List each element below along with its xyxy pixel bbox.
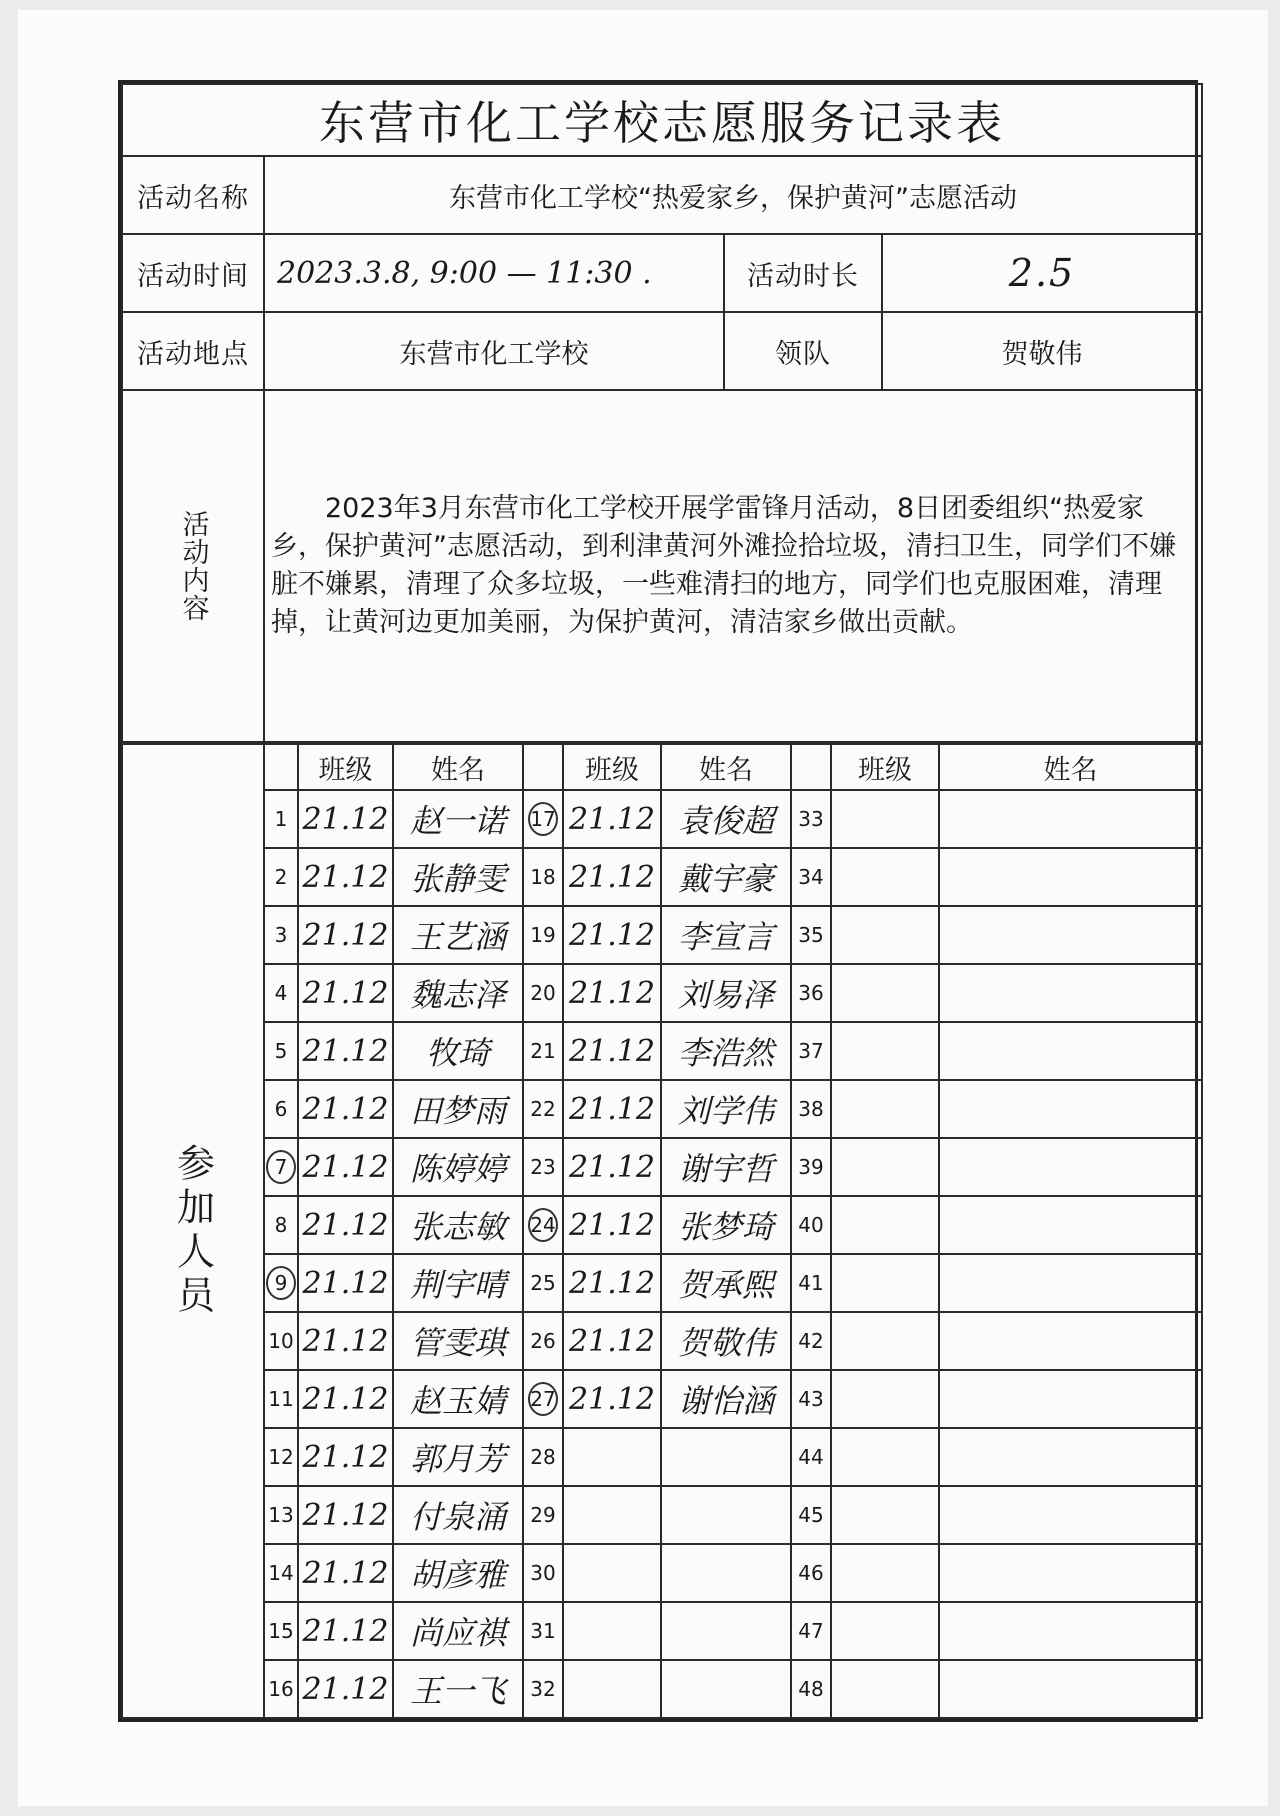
participant-class [563, 1428, 661, 1486]
participant-name: 郭月芳 [393, 1428, 523, 1486]
participant-class: 21.12 [563, 1080, 661, 1138]
header-class-3: 班级 [831, 744, 939, 790]
header-name-3: 姓名 [939, 744, 1202, 790]
participant-class: 21.12 [563, 964, 661, 1022]
participant-name [939, 1196, 1202, 1254]
participant-name: 谢宇哲 [661, 1138, 791, 1196]
row-number-text: 42 [798, 1329, 824, 1353]
activity-name-value: 东营市化工学校“热爱家乡，保护黄河”志愿活动 [264, 156, 1202, 234]
participant-class: 21.12 [563, 1254, 661, 1312]
participant-name [939, 906, 1202, 964]
activity-duration-value: 2.5 [882, 234, 1202, 312]
activity-location-value: 东营市化工学校 [264, 312, 724, 390]
row-number [791, 1022, 831, 1080]
participants-label: 参加人员 [170, 1143, 215, 1319]
row-number [791, 1602, 831, 1660]
activity-time-value: 2023.3.8, 9:00 — 11:30 . [264, 234, 724, 312]
row-number [791, 1428, 831, 1486]
row-number [523, 906, 563, 964]
participant-name [939, 1602, 1202, 1660]
row-number-text: 28 [530, 1445, 556, 1469]
row-number-text: 19 [530, 923, 556, 947]
row-number-text: 3 [274, 923, 288, 947]
participant-class [831, 1312, 939, 1370]
row-number [791, 964, 831, 1022]
table-row [122, 1022, 1202, 1080]
participant-class: 21.12 [563, 1138, 661, 1196]
row-number [523, 1022, 563, 1080]
circled-row-number: 24 [528, 1208, 558, 1242]
row-number-text: 32 [530, 1677, 556, 1701]
row-number [523, 1196, 563, 1254]
row-number-text: 10 [268, 1329, 294, 1353]
participant-name: 魏志泽 [393, 964, 523, 1022]
row-number [264, 1370, 298, 1428]
participant-name: 王一飞 [393, 1660, 523, 1718]
row-number [523, 1312, 563, 1370]
row-number-text: 11 [268, 1387, 294, 1411]
row-number [523, 1428, 563, 1486]
header-no-2 [523, 744, 563, 790]
header-name-1: 姓名 [393, 744, 523, 790]
row-number-text: 20 [530, 981, 556, 1005]
row-number-text: 36 [798, 981, 824, 1005]
participant-class [831, 1602, 939, 1660]
row-number [523, 1080, 563, 1138]
table-row [122, 1138, 1202, 1196]
row-number [264, 790, 298, 848]
participants-label-cell [122, 744, 264, 1718]
participant-class: 21.12 [298, 1486, 393, 1544]
participant-name: 贺敬伟 [661, 1312, 791, 1370]
participant-class [831, 1254, 939, 1312]
participant-class: 21.12 [298, 1370, 393, 1428]
participant-name: 陈婷婷 [393, 1138, 523, 1196]
participant-name: 尚应祺 [393, 1602, 523, 1660]
row-number-text: 16 [268, 1677, 294, 1701]
row-number-text: 37 [798, 1039, 824, 1063]
participant-class: 21.12 [298, 790, 393, 848]
participant-name: 张志敏 [393, 1196, 523, 1254]
row-number-text: 2 [274, 865, 288, 889]
row-number-text: 25 [530, 1271, 556, 1295]
participant-name: 刘易泽 [661, 964, 791, 1022]
row-number-text: 44 [798, 1445, 824, 1469]
circled-row-number: 7 [266, 1150, 296, 1184]
participant-class: 21.12 [298, 1080, 393, 1138]
row-number [523, 1660, 563, 1718]
participant-name [661, 1544, 791, 1602]
participant-class: 21.12 [298, 1428, 393, 1486]
row-number [264, 1196, 298, 1254]
row-number-text: 22 [530, 1097, 556, 1121]
row-number [523, 1486, 563, 1544]
header-name-2: 姓名 [661, 744, 791, 790]
participant-name [939, 1138, 1202, 1196]
row-number [791, 1138, 831, 1196]
row-number [523, 1138, 563, 1196]
row-number [791, 1196, 831, 1254]
participant-name: 刘学伟 [661, 1080, 791, 1138]
row-number [791, 1660, 831, 1718]
row-number [523, 964, 563, 1022]
circled-row-number: 27 [528, 1382, 558, 1416]
row-number [264, 1486, 298, 1544]
activity-name-label: 活动名称 [122, 156, 264, 234]
row-number-text: 30 [530, 1561, 556, 1585]
row-number-text: 35 [798, 923, 824, 947]
participant-name: 李宣言 [661, 906, 791, 964]
row-number [791, 906, 831, 964]
participant-class: 21.12 [298, 1022, 393, 1080]
participant-class [831, 1196, 939, 1254]
participant-name: 管雯琪 [393, 1312, 523, 1370]
row-number [523, 1254, 563, 1312]
participant-name: 赵玉婧 [393, 1370, 523, 1428]
participant-name: 牧琦 [393, 1022, 523, 1080]
row-number-text: 40 [798, 1213, 824, 1237]
participant-name [939, 964, 1202, 1022]
row-number-text: 1 [274, 807, 288, 831]
activity-duration-label: 活动时长 [724, 234, 882, 312]
row-number [264, 1602, 298, 1660]
row-number-text: 13 [268, 1503, 294, 1527]
participant-name [661, 1660, 791, 1718]
participant-class: 21.12 [298, 1312, 393, 1370]
circled-row-number: 9 [266, 1266, 296, 1300]
row-number [523, 790, 563, 848]
participant-name: 戴宇豪 [661, 848, 791, 906]
participant-class [831, 964, 939, 1022]
participant-class: 21.12 [563, 1022, 661, 1080]
row-number [791, 790, 831, 848]
row-number-text: 43 [798, 1387, 824, 1411]
participant-name [939, 1428, 1202, 1486]
participant-class: 21.12 [298, 1544, 393, 1602]
row-number [264, 1080, 298, 1138]
table-row [122, 1660, 1202, 1718]
participant-class: 21.12 [563, 1312, 661, 1370]
participant-class [831, 848, 939, 906]
row-number-text: 6 [274, 1097, 288, 1121]
table-row [122, 1544, 1202, 1602]
participant-name: 胡彦雅 [393, 1544, 523, 1602]
participant-name [939, 1660, 1202, 1718]
row-number-text: 31 [530, 1619, 556, 1643]
participant-class [563, 1660, 661, 1718]
row-number [791, 1080, 831, 1138]
participant-class [831, 1022, 939, 1080]
participant-name: 王艺涵 [393, 906, 523, 964]
table-row [122, 1370, 1202, 1428]
activity-content-label: 活动内容 [177, 510, 209, 622]
participant-name: 付泉涌 [393, 1486, 523, 1544]
participant-name [939, 790, 1202, 848]
header-no-1 [264, 744, 298, 790]
participant-class: 21.12 [298, 1660, 393, 1718]
header-class-1: 班级 [298, 744, 393, 790]
participants-table [121, 743, 1203, 1719]
row-number [264, 1544, 298, 1602]
table-row [122, 906, 1202, 964]
activity-location-label: 活动地点 [122, 312, 264, 390]
row-number-text: 14 [268, 1561, 294, 1585]
row-number-text: 15 [268, 1619, 294, 1643]
row-number [791, 1544, 831, 1602]
table-row [122, 1486, 1202, 1544]
row-number-text: 21 [530, 1039, 556, 1063]
participant-class [563, 1544, 661, 1602]
participant-class [831, 1138, 939, 1196]
row-number [523, 1544, 563, 1602]
activity-content-cell [264, 390, 1202, 742]
paper-sheet [18, 10, 1268, 1806]
table-row [122, 1196, 1202, 1254]
row-number [791, 1312, 831, 1370]
participant-class [831, 1486, 939, 1544]
participant-class: 21.12 [563, 1196, 661, 1254]
table-row [122, 964, 1202, 1022]
activity-content-label-cell [122, 390, 264, 742]
participant-class [831, 1428, 939, 1486]
row-number [264, 1660, 298, 1718]
participant-class: 21.12 [563, 790, 661, 848]
participant-class: 21.12 [563, 1370, 661, 1428]
participant-name [661, 1602, 791, 1660]
row-number [264, 1138, 298, 1196]
row-number [523, 848, 563, 906]
participant-class: 21.12 [298, 1196, 393, 1254]
participant-class: 21.12 [563, 848, 661, 906]
row-number-text: 26 [530, 1329, 556, 1353]
row-number [264, 1022, 298, 1080]
participant-name [939, 848, 1202, 906]
participant-class [831, 790, 939, 848]
participant-class: 21.12 [298, 1254, 393, 1312]
table-row [122, 1080, 1202, 1138]
participant-class: 21.12 [298, 1602, 393, 1660]
form-header-table [121, 83, 1203, 743]
row-number-text: 8 [274, 1213, 288, 1237]
participant-class [831, 1544, 939, 1602]
row-number-text: 41 [798, 1271, 824, 1295]
table-row [122, 1428, 1202, 1486]
row-number-text: 46 [798, 1561, 824, 1585]
participant-class [831, 1370, 939, 1428]
participant-class [831, 1660, 939, 1718]
participant-name [939, 1544, 1202, 1602]
participant-name [939, 1022, 1202, 1080]
participant-name: 田梦雨 [393, 1080, 523, 1138]
row-number-text: 39 [798, 1155, 824, 1179]
participant-name: 谢怡涵 [661, 1370, 791, 1428]
activity-content-text: 2023年3月东营市化工学校开展学雷锋月活动，8日团委组织“热爱家乡，保护黄河”志愿活动，到利津黄河外滩捡拾垃圾，清扫卫生，同学们不嫌脏不嫌累，清理了众多垃圾，一些难清扫的地方，同学们也克服困难，清理掉，让黄河边更加美丽，为保护黄河，清洁家乡做出贡献。 [271, 493, 1176, 638]
row-number-text: 29 [530, 1503, 556, 1527]
row-number-text: 4 [274, 981, 288, 1005]
row-number-text: 38 [798, 1097, 824, 1121]
participant-name [939, 1486, 1202, 1544]
form-title: 东营市化工学校志愿服务记录表 [122, 84, 1202, 156]
circled-row-number: 17 [528, 802, 558, 836]
participant-name [661, 1428, 791, 1486]
row-number-text: 18 [530, 865, 556, 889]
header-class-2: 班级 [563, 744, 661, 790]
row-number-text: 33 [798, 807, 824, 831]
participant-class: 21.12 [298, 848, 393, 906]
participant-name [939, 1312, 1202, 1370]
participant-name: 张梦琦 [661, 1196, 791, 1254]
row-number [264, 1428, 298, 1486]
participant-name [939, 1370, 1202, 1428]
table-row [122, 1254, 1202, 1312]
participant-class [563, 1602, 661, 1660]
activity-time-label: 活动时间 [122, 234, 264, 312]
participant-name: 荆宇晴 [393, 1254, 523, 1312]
row-number-text: 5 [274, 1039, 288, 1063]
table-row [122, 848, 1202, 906]
participant-name: 赵一诺 [393, 790, 523, 848]
participant-class [831, 1080, 939, 1138]
row-number [791, 1370, 831, 1428]
row-number [791, 1486, 831, 1544]
participant-name [661, 1486, 791, 1544]
header-no-3 [791, 744, 831, 790]
participant-class: 21.12 [298, 964, 393, 1022]
participant-class: 21.12 [298, 1138, 393, 1196]
row-number [791, 848, 831, 906]
participant-name: 李浩然 [661, 1022, 791, 1080]
team-leader-value: 贺敬伟 [882, 312, 1202, 390]
row-number [264, 1312, 298, 1370]
row-number-text: 12 [268, 1445, 294, 1469]
volunteer-record-form [118, 80, 1198, 1722]
participant-name [939, 1080, 1202, 1138]
row-number-text: 34 [798, 865, 824, 889]
participant-class [563, 1486, 661, 1544]
row-number-text: 47 [798, 1619, 824, 1643]
table-row [122, 1602, 1202, 1660]
participant-name: 袁俊超 [661, 790, 791, 848]
row-number-text: 23 [530, 1155, 556, 1179]
table-row [122, 1312, 1202, 1370]
participant-name: 张静雯 [393, 848, 523, 906]
row-number [791, 1254, 831, 1312]
row-number [264, 906, 298, 964]
row-number [264, 964, 298, 1022]
participant-name [939, 1254, 1202, 1312]
row-number [264, 1254, 298, 1312]
row-number [523, 1370, 563, 1428]
table-row [122, 790, 1202, 848]
participant-class: 21.12 [563, 906, 661, 964]
row-number-text: 45 [798, 1503, 824, 1527]
participant-class: 21.12 [298, 906, 393, 964]
participant-class [831, 906, 939, 964]
participant-name: 贺承熙 [661, 1254, 791, 1312]
row-number-text: 48 [798, 1677, 824, 1701]
team-leader-label: 领队 [724, 312, 882, 390]
row-number [264, 848, 298, 906]
row-number [523, 1602, 563, 1660]
